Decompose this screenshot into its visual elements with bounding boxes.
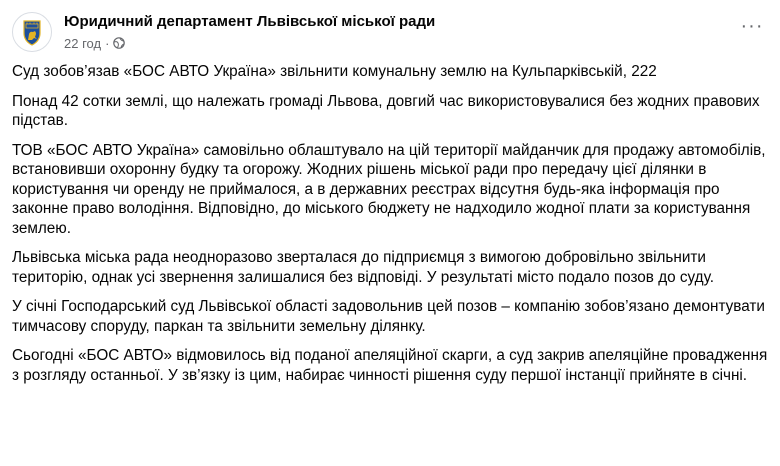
lviv-coat-of-arms-icon — [13, 13, 51, 51]
post-timestamp[interactable]: 22 год — [64, 35, 102, 51]
page-avatar[interactable] — [12, 12, 52, 52]
page-name-link[interactable]: Юридичний департамент Львівської міської ради — [64, 13, 436, 30]
post-paragraph-5: У січні Господарський суд Львівської області задовольнив цей позов – компанію зобов’язано демонтувати тимчасову споруду, паркан та звільнити земельну ділянку. — [12, 298, 765, 335]
more-options-icon: ··· — [740, 15, 764, 37]
globe-icon — [113, 37, 125, 49]
meta-separator: · — [105, 35, 110, 51]
post-paragraph-4: Львівська міська рада неодноразово зверталася до підприємця з вимогою добровільно звільнити територію, однак усі звернення залишалися без відповіді. У результаті місто подало позов до суду. — [12, 249, 714, 286]
post-paragraph-2: Понад 42 сотки землі, що належать громаді Львова, довгий час використовувалися без жодних правових підстав. — [12, 92, 760, 129]
post-paragraph-1: Суд зобов’язав «БОС АВТО Україна» звільнити комунальну землю на Кульпарківській, 222 — [12, 63, 657, 80]
post-paragraph-3: ТОВ «БОС АВТО Україна» самовільно облаштувало на цій території майданчик для продажу автомобілів, встановивши охоронну будку та огорожу. Жодних рішень міської ради про передачу цієї ділянки в користування чи оренду не приймалося, а в державних реєстрах відсутня будь-яка інформація про законне право володіння. Відповідно, до міського бюджету не надходило жодної плати за користування землею. — [12, 141, 766, 237]
post-header — [12, 12, 768, 56]
post-meta — [64, 34, 125, 52]
more-options-button[interactable] — [738, 16, 766, 44]
post-paragraph-6: Сьогодні «БОС АВТО» відмовилось від поданої апеляційної скарги, а суд закрив апеляційне провадження з розгляду останньої. У зв’язку із цим, набирає чинності рішення суду першої інстанції прийняте в січні. — [12, 347, 768, 384]
post-body — [12, 62, 772, 395]
